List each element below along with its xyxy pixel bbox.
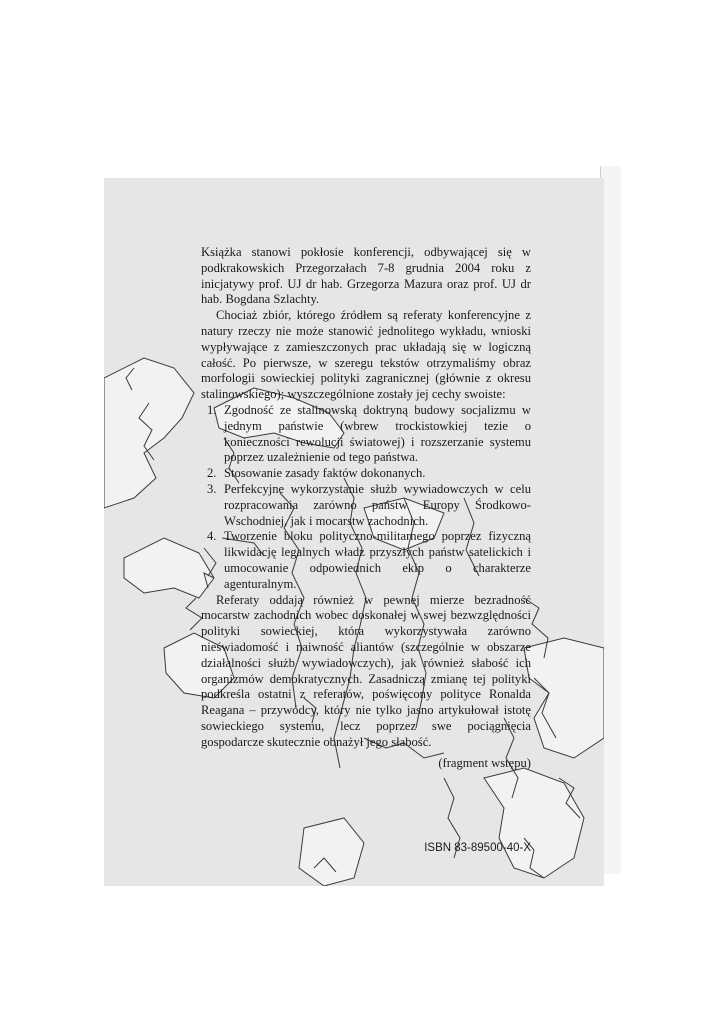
list-item xyxy=(201,466,531,482)
list-item-number: 4. xyxy=(207,529,217,544)
list-item-number: 3. xyxy=(207,481,217,496)
source-note: (fragment wstępu) xyxy=(438,756,531,770)
summary-paragraph: Chociaż zbiór, którego źródłem są referaty konferencyjne z natury rzeczy nie może stanowić jednolitego wykładu, wnioski wypływające z zamieszczonych prac układają się w logiczną całość. Po pierwsze, w szeregu tekstów otrzymaliśmy obraz morfologii sowieckiej polityki zagranicznej (głównie z okresu stalinowskiego); wyszczególnione zostały jej cechy swoiste: xyxy=(201,308,531,402)
conclusion-paragraph: Referaty oddają również w pewnej mierze bezradność mocarstw zachodnich wobec doskonałej w swej bezwzględności polityki sowieckiej, która wykorzystywała zarówno nieświadomość i naiwność aliantów (szczególnie w obszarze działalności służb wywiadowczych), jak również słabość ich organizmów demokratycznych. Zasadniczą zmianę tej polityki podkreśla ostatni z referatów, poświęcony polityce Ronalda Reagana – przywódcy, który nie tylko jasno artykułował istotę sowieckiego systemu, lecz poprzez swe pociągnięcia gospodarcze skutecznie obnażył jego słabość. xyxy=(201,592,531,749)
list-item xyxy=(201,482,531,529)
list-item-text: Tworzenie bloku polityczno-militarnego poprzez fizyczną likwidację legalnych władz przyszłych państw satelickich i umocowanie odpowiednich ekip o charakterze agenturalnym. xyxy=(224,529,531,591)
book-back-cover xyxy=(104,178,604,886)
list-item-text: Stosowanie zasady faktów dokonanych. xyxy=(224,466,426,481)
list-item xyxy=(201,529,531,592)
list-item-number: 2. xyxy=(207,466,217,481)
isbn-label: ISBN 83-89500-40-X xyxy=(424,842,531,854)
back-cover-text xyxy=(201,245,531,751)
features-list xyxy=(201,403,531,593)
list-item xyxy=(201,403,531,466)
list-item-text: Zgodność ze stalinowską doktryną budowy socjalizmu w jednym państwie (wbrew trockistowkiej tezie o konieczności rewolucji światowej) i rozszerzanie systemu poprzez uzależnienie od tego państwa. xyxy=(224,402,531,465)
list-item-number: 1. xyxy=(207,402,217,417)
intro-paragraph: Książka stanowi pokłosie konferencji, odbywającej się w podkrakowskich Przegorzałach 7-8 grudnia 2004 roku z inicjatywy prof. UJ dr hab. Grzegorza Mazura oraz prof. UJ dr hab. Bogdana Szlachty. xyxy=(201,245,531,307)
list-item-text: Perfekcyjne wykorzystanie służb wywiadowczych w celu rozpracowania zarówno państw Europy Środkowo-Wschodniej, jak i mocarstw zachodnich. xyxy=(224,481,531,528)
